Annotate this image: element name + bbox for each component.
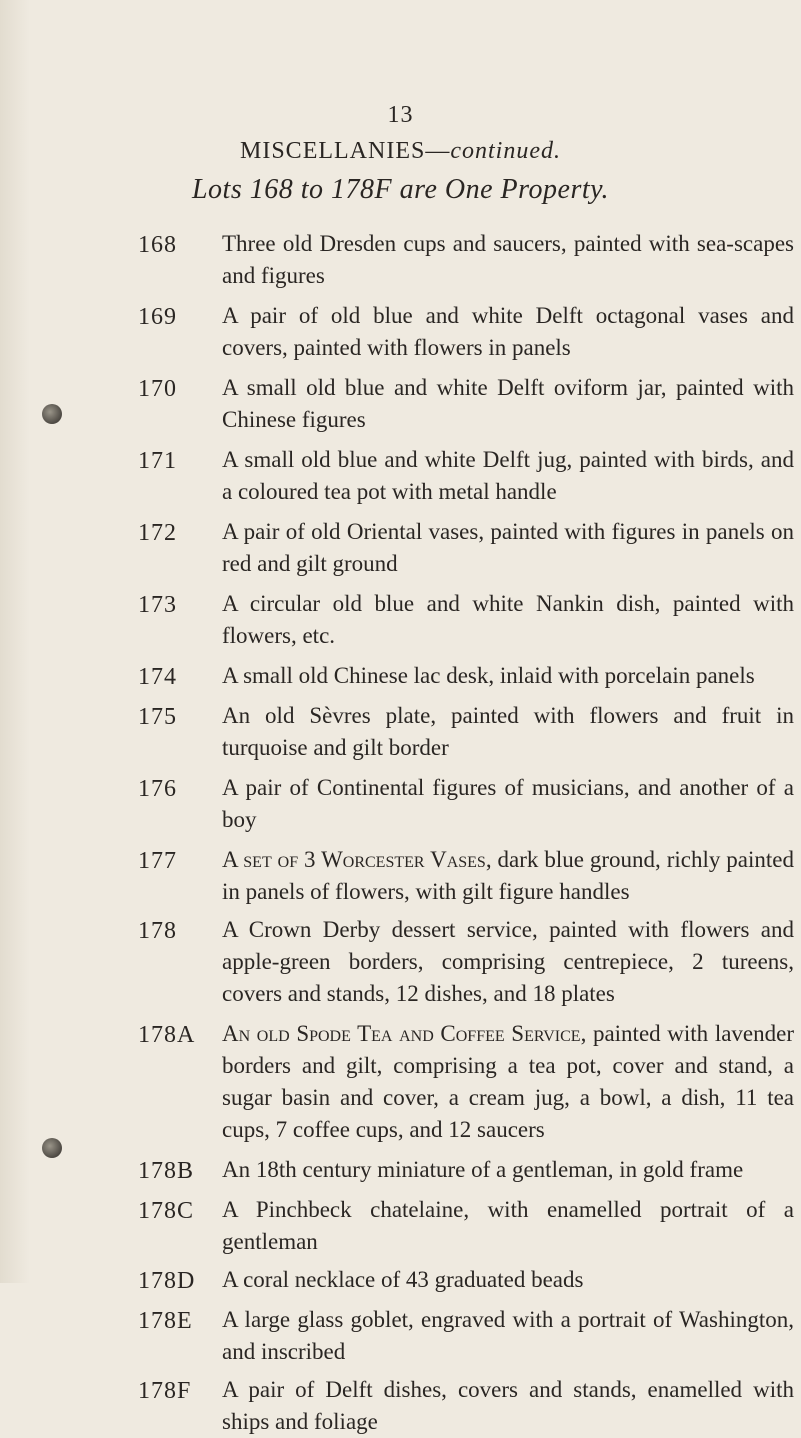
lot-description <box>222 372 794 436</box>
lot-text: A pair of Delft dishes, covers and stands, enamelled with ships and foliage <box>222 1377 794 1434</box>
lot-description <box>222 660 794 692</box>
lot-entry <box>138 516 798 580</box>
lot-number: 169 <box>138 304 177 330</box>
lot-number: 178B <box>138 1158 195 1184</box>
lot-text: painted with lavender borders and gilt, comprising a tea pot, cover and stand, a sugar basin and cover, a cream jug, a bowl, a dish, 11 tea cups, 7 coffee cups, and 12 saucers <box>222 1021 794 1142</box>
lot-entry <box>138 588 798 652</box>
lot-entry <box>138 1194 798 1258</box>
lot-entry <box>138 1154 798 1188</box>
lot-number: 178 <box>138 918 177 944</box>
lot-text: dark blue ground, richly painted in panels of flowers, with gilt figure handles <box>222 847 794 904</box>
lot-text: Three old Dresden cups and saucers, painted with sea-scapes and figures <box>222 231 794 288</box>
lot-text: An old Sèvres plate, painted with flowers and fruit in turquoise and gilt border <box>222 703 794 760</box>
lot-text: A Crown Derby dessert service, painted with flowers and apple-green borders, comprising centrepiece, 2 tureens, covers and stands, 12 dishes, and 18 plates <box>222 917 794 1006</box>
lot-number: 178D <box>138 1268 196 1294</box>
lot-text: A small old blue and white Delft jug, painted with birds, and a coloured tea pot with metal handle <box>222 447 794 504</box>
lot-number: 174 <box>138 664 177 690</box>
lot-description <box>222 914 794 1010</box>
property-note: Lots 168 to 178F are One Property. <box>191 174 609 205</box>
lot-lead: An old Spode Tea and Coffee Service, <box>222 1021 587 1046</box>
lot-text: A small old Chinese lac desk, inlaid with porcelain panels <box>222 663 755 688</box>
lot-description <box>222 1154 794 1186</box>
binding-hole <box>42 1138 62 1158</box>
lot-list <box>138 222 798 1438</box>
lot-description <box>222 1304 794 1368</box>
lot-description <box>222 1194 794 1258</box>
lot-number: 177 <box>138 848 177 874</box>
lot-text: A large glass goblet, engraved with a portrait of Washington, and inscribed <box>222 1307 794 1364</box>
lot-number: 178A <box>138 1022 196 1048</box>
lot-entry <box>138 1018 798 1146</box>
lot-description <box>222 300 794 364</box>
lot-text: A circular old blue and white Nankin dish, painted with flowers, etc. <box>222 591 794 648</box>
lot-number: 168 <box>138 232 177 258</box>
lot-entry <box>138 914 798 1010</box>
lot-entry <box>138 1374 798 1438</box>
lot-number: 178C <box>138 1198 195 1224</box>
binding-hole <box>42 404 62 424</box>
lot-text: A small old blue and white Delft oviform jar, painted with Chinese figures <box>222 375 794 432</box>
lot-entry <box>138 300 798 364</box>
lot-text: A pair of old blue and white Delft octagonal vases and covers, painted with flowers in panels <box>222 303 794 360</box>
lot-text: A coral necklace of 43 graduated beads <box>222 1267 584 1292</box>
running-head <box>0 138 801 165</box>
lot-text: A pair of old Oriental vases, painted with figures in panels on red and gilt ground <box>222 519 794 576</box>
lot-description <box>222 700 794 764</box>
lot-number: 175 <box>138 704 177 730</box>
lot-description <box>222 1374 794 1438</box>
lot-entry <box>138 772 798 836</box>
lot-entry <box>138 1264 798 1298</box>
lot-number: 171 <box>138 448 177 474</box>
lot-description <box>222 516 794 580</box>
lot-number: 172 <box>138 520 177 546</box>
lot-description <box>222 444 794 508</box>
lot-entry <box>138 660 798 694</box>
lot-entry <box>138 844 798 908</box>
page-number: 13 <box>387 102 414 128</box>
lot-entry <box>138 372 798 436</box>
lot-description <box>222 1018 794 1146</box>
lot-text: A Pinchbeck chatelaine, with enamelled portrait of a gentleman <box>222 1197 794 1254</box>
lot-number: 178F <box>138 1378 192 1404</box>
lot-number: 176 <box>138 776 177 802</box>
lot-description <box>222 588 794 652</box>
lot-entry <box>138 700 798 764</box>
lot-entry <box>138 228 798 292</box>
lot-text: An 18th century miniature of a gentleman, in gold frame <box>222 1157 744 1182</box>
running-head-main: MISCELLANIES— <box>240 138 451 164</box>
lot-description <box>222 844 794 908</box>
lot-description <box>222 1264 794 1296</box>
lot-description <box>222 772 794 836</box>
lot-number: 170 <box>138 376 177 402</box>
lot-text: A pair of Continental figures of musicians, and another of a boy <box>222 775 794 832</box>
lot-number: 178E <box>138 1308 193 1334</box>
lot-entry <box>138 1304 798 1368</box>
lot-lead: A set of 3 Worcester Vases, <box>222 847 492 872</box>
lot-entry <box>138 444 798 508</box>
lot-number: 173 <box>138 592 177 618</box>
running-head-continued: continued. <box>450 138 561 164</box>
lot-description <box>222 228 794 292</box>
